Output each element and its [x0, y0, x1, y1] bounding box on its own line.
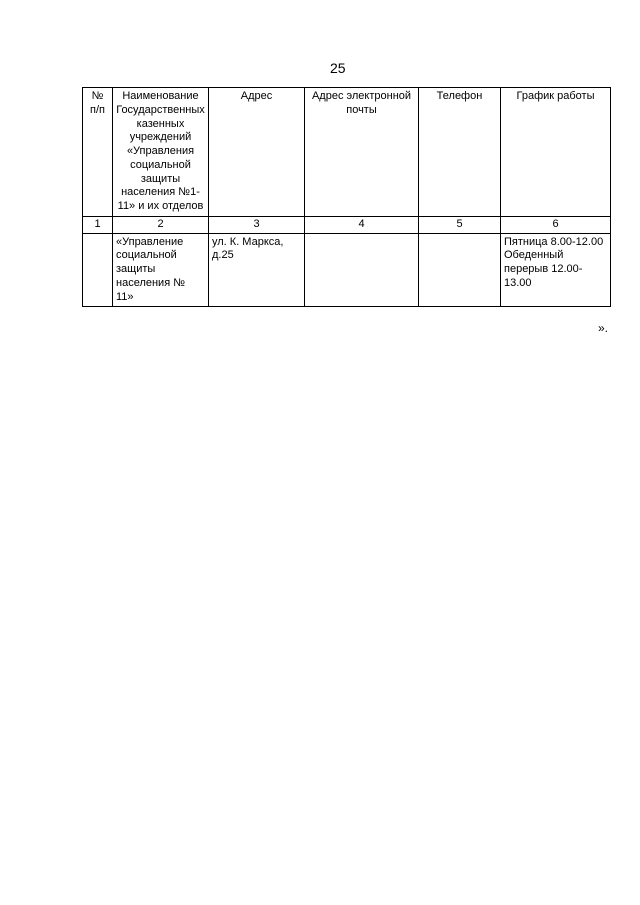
column-number: 5 — [419, 216, 501, 233]
header-schedule: График работы — [501, 88, 611, 217]
cell-email — [305, 233, 419, 307]
table-row — [83, 233, 611, 307]
column-number: 2 — [113, 216, 209, 233]
column-number: 6 — [501, 216, 611, 233]
header-number: № п/п — [83, 88, 113, 217]
cell-number — [83, 233, 113, 307]
header-phone: Телефон — [419, 88, 501, 217]
cell-address: ул. К. Маркса, д.25 — [209, 233, 305, 307]
column-number: 1 — [83, 216, 113, 233]
header-institution-name: Наименование Государственных казенных учреждений «Управления социальной защиты населения №1- 11» и их отделов — [113, 88, 209, 217]
column-number: 4 — [305, 216, 419, 233]
header-address: Адрес — [209, 88, 305, 217]
closing-quote-mark: ». — [598, 321, 609, 335]
column-number: 3 — [209, 216, 305, 233]
page-number: 25 — [330, 60, 346, 76]
cell-phone — [419, 233, 501, 307]
table-header-row — [83, 88, 611, 217]
header-email: Адрес электронной почты — [305, 88, 419, 217]
institutions-table — [82, 87, 611, 307]
column-number-row — [83, 216, 611, 233]
cell-schedule: Пятница 8.00-12.00 Обеденный перерыв 12.00- 13.00 — [501, 233, 611, 307]
cell-institution-name: «Управление социальной защиты населения № 11» — [113, 233, 209, 307]
